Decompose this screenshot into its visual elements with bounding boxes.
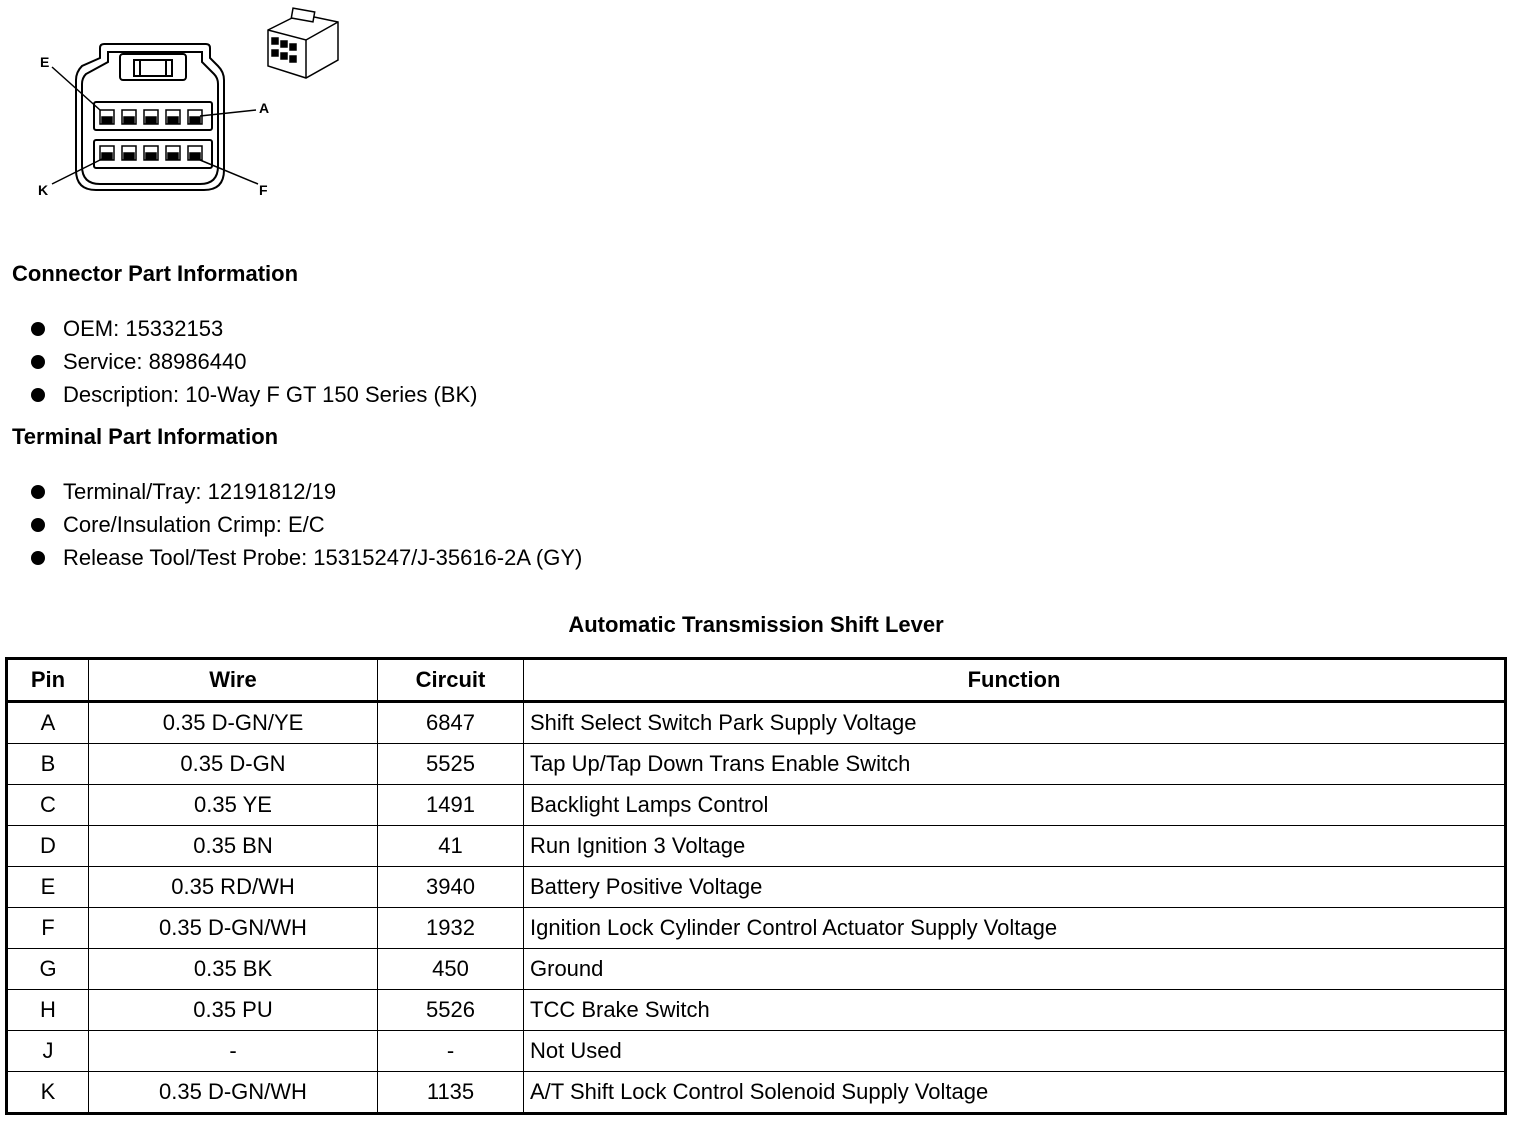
list-item: Terminal/Tray: 12191812/19 — [30, 475, 582, 508]
wire-cell: 0.35 D-GN/WH — [89, 908, 378, 949]
pin-label-k: K — [38, 182, 49, 198]
function-cell: Run Ignition 3 Voltage — [524, 826, 1506, 867]
circuit-cell: 41 — [378, 826, 524, 867]
list-item: Description: 10-Way F GT 150 Series (BK) — [30, 378, 477, 411]
pin-cell: A — [7, 702, 89, 744]
connector-diagram — [0, 0, 360, 210]
pin-cell: D — [7, 826, 89, 867]
column-header-circuit: Circuit — [378, 659, 524, 702]
bullet-icon — [31, 518, 45, 532]
connector-part-info-list — [30, 312, 477, 411]
table-row — [7, 949, 1506, 990]
wire-cell: 0.35 D-GN/YE — [89, 702, 378, 744]
circuit-cell: 6847 — [378, 702, 524, 744]
pin-label-a: A — [259, 100, 270, 116]
pin-label-e: E — [40, 54, 50, 70]
list-item: Service: 88986440 — [30, 345, 477, 378]
column-header-function: Function — [524, 659, 1506, 702]
circuit-cell: 1491 — [378, 785, 524, 826]
function-cell: Battery Positive Voltage — [524, 867, 1506, 908]
function-cell: A/T Shift Lock Control Solenoid Supply Voltage — [524, 1072, 1506, 1114]
pin-cell: C — [7, 785, 89, 826]
wire-cell: - — [89, 1031, 378, 1072]
pin-label-f: F — [259, 182, 268, 198]
table-row — [7, 908, 1506, 949]
bullet-icon — [31, 551, 45, 565]
function-cell: Ignition Lock Cylinder Control Actuator Supply Voltage — [524, 908, 1506, 949]
pin-cell: F — [7, 908, 89, 949]
table-header-row — [7, 659, 1506, 702]
pin-cell: B — [7, 744, 89, 785]
table-row — [7, 702, 1506, 744]
wire-cell: 0.35 BN — [89, 826, 378, 867]
bullet-icon — [31, 485, 45, 499]
column-header-pin: Pin — [7, 659, 89, 702]
function-cell: Not Used — [524, 1031, 1506, 1072]
circuit-cell: 3940 — [378, 867, 524, 908]
table-row — [7, 826, 1506, 867]
wire-cell: 0.35 YE — [89, 785, 378, 826]
bullet-icon — [31, 322, 45, 336]
circuit-cell: - — [378, 1031, 524, 1072]
wire-cell: 0.35 D-GN/WH — [89, 1072, 378, 1114]
table-title: Automatic Transmission Shift Lever — [568, 612, 944, 637]
table-row — [7, 990, 1506, 1031]
terminal-cavity-group-top — [100, 110, 202, 124]
wire-cell: 0.35 RD/WH — [89, 867, 378, 908]
function-cell: TCC Brake Switch — [524, 990, 1506, 1031]
table-row — [7, 785, 1506, 826]
function-cell: Shift Select Switch Park Supply Voltage — [524, 702, 1506, 744]
function-cell: Ground — [524, 949, 1506, 990]
pin-cell: E — [7, 867, 89, 908]
circuit-cell: 5525 — [378, 744, 524, 785]
connector-3d-view-icon — [268, 8, 338, 78]
circuit-cell: 450 — [378, 949, 524, 990]
terminal-part-info-list — [30, 475, 582, 574]
pinout-table — [5, 657, 1507, 1115]
table-row — [7, 1072, 1506, 1114]
wire-cell: 0.35 PU — [89, 990, 378, 1031]
connector-part-info-heading: Connector Part Information — [12, 261, 299, 286]
list-item: Release Tool/Test Probe: 15315247/J-35616-2A (GY) — [30, 541, 582, 574]
terminal-part-info-heading: Terminal Part Information — [12, 424, 279, 449]
column-header-wire: Wire — [89, 659, 378, 702]
pin-cell: K — [7, 1072, 89, 1114]
wire-cell: 0.35 BK — [89, 949, 378, 990]
pin-cell: H — [7, 990, 89, 1031]
pin-cell: J — [7, 1031, 89, 1072]
bullet-icon — [31, 355, 45, 369]
circuit-cell: 1135 — [378, 1072, 524, 1114]
circuit-cell: 1932 — [378, 908, 524, 949]
table-row — [7, 867, 1506, 908]
function-cell: Backlight Lamps Control — [524, 785, 1506, 826]
wire-cell: 0.35 D-GN — [89, 744, 378, 785]
list-item: OEM: 15332153 — [30, 312, 477, 345]
bullet-icon — [31, 388, 45, 402]
terminal-cavity-group-bottom — [100, 146, 202, 160]
function-cell: Tap Up/Tap Down Trans Enable Switch — [524, 744, 1506, 785]
circuit-cell: 5526 — [378, 990, 524, 1031]
table-row — [7, 744, 1506, 785]
list-item: Core/Insulation Crimp: E/C — [30, 508, 582, 541]
pin-cell: G — [7, 949, 89, 990]
table-row — [7, 1031, 1506, 1072]
